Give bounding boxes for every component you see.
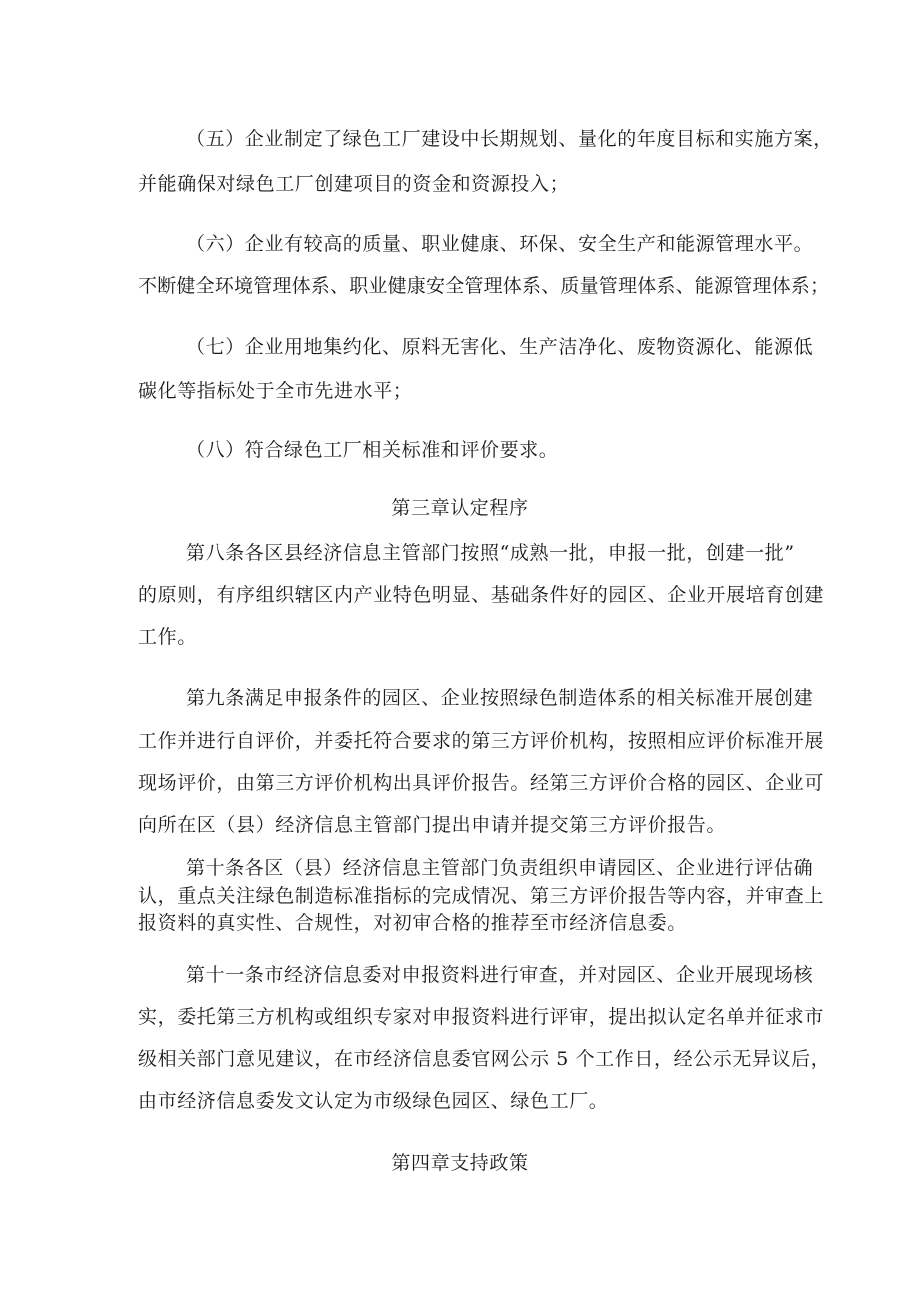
article-9-line-1: 第九条满足申报条件的园区、企业按照绿色制造体系的相关标准开展创建 — [186, 687, 814, 709]
article-8-line-1: 第八条各区县经济信息主管部门按照“成熟一批，申报一批，创建一批” — [186, 542, 795, 564]
article-11-line-1: 第十一条市经济信息委对申报资料进行审查，并对园区、企业开展现场核 — [186, 964, 814, 986]
item-7-line-1: （七）企业用地集约化、原料无害化、生产洁净化、废物资源化、能源低 — [186, 336, 814, 358]
item-7-line-2: 碳化等指标处于全市先进水平； — [138, 380, 413, 402]
item-5-line-2: 并能确保对绿色工厂创建项目的资金和资源投入； — [138, 173, 570, 195]
article-11-line-2: 实，委托第三方机构或组织专家对申报资料进行评审，提出拟认定名单并征求市 — [138, 1006, 825, 1028]
item-6-line-1: （六）企业有较高的质量、职业健康、环保、安全生产和能源管理水平。 — [186, 233, 814, 255]
item-8-line-1: （八）符合绿色工厂相关标准和评价要求。 — [186, 439, 559, 461]
article-11-line-4: 由市经济信息委发文认定为市级绿色园区、绿色工厂。 — [138, 1090, 609, 1112]
article-9-line-3: 现场评价，由第三方评价机构出具评价报告。经第三方评价合格的园区、企业可 — [138, 772, 825, 794]
article-10-line-3: 报资料的真实性、合规性，对初审合格的推荐至市经济信息委。 — [138, 912, 687, 934]
article-9-line-4: 向所在区（县）经济信息主管部门提出申请并提交第三方评价报告。 — [138, 814, 727, 836]
item-5-line-1: （五）企业制定了绿色工厂建设中长期规划、量化的年度目标和实施方案， — [186, 128, 833, 150]
article-9-line-2: 工作并进行自评价，并委托符合要求的第三方评价机构，按照相应评价标准开展 — [138, 730, 825, 752]
chapter-4-heading: 第四章支持政策 — [391, 1152, 529, 1174]
article-8-line-3: 工作。 — [138, 626, 197, 648]
article-10-line-2: 认，重点关注绿色制造标准指标的完成情况、第三方评价报告等内容，并审查上 — [138, 885, 825, 907]
article-8-line-2: 的原则，有序组织辖区内产业特色明显、基础条件好的园区、企业开展培育创建 — [138, 584, 825, 606]
item-6-line-2: 不断健全环境管理体系、职业健康安全管理体系、质量管理体系、能源管理体系； — [138, 275, 830, 297]
article-11-line-3: 级相关部门意见建议，在市经济信息委官网公示 5 个工作日，经公示无异议后， — [138, 1048, 831, 1070]
chapter-3-heading: 第三章认定程序 — [391, 497, 529, 519]
article-10-line-1: 第十条各区（县）经济信息主管部门负责组织申请园区、企业进行评估确 — [186, 857, 814, 879]
